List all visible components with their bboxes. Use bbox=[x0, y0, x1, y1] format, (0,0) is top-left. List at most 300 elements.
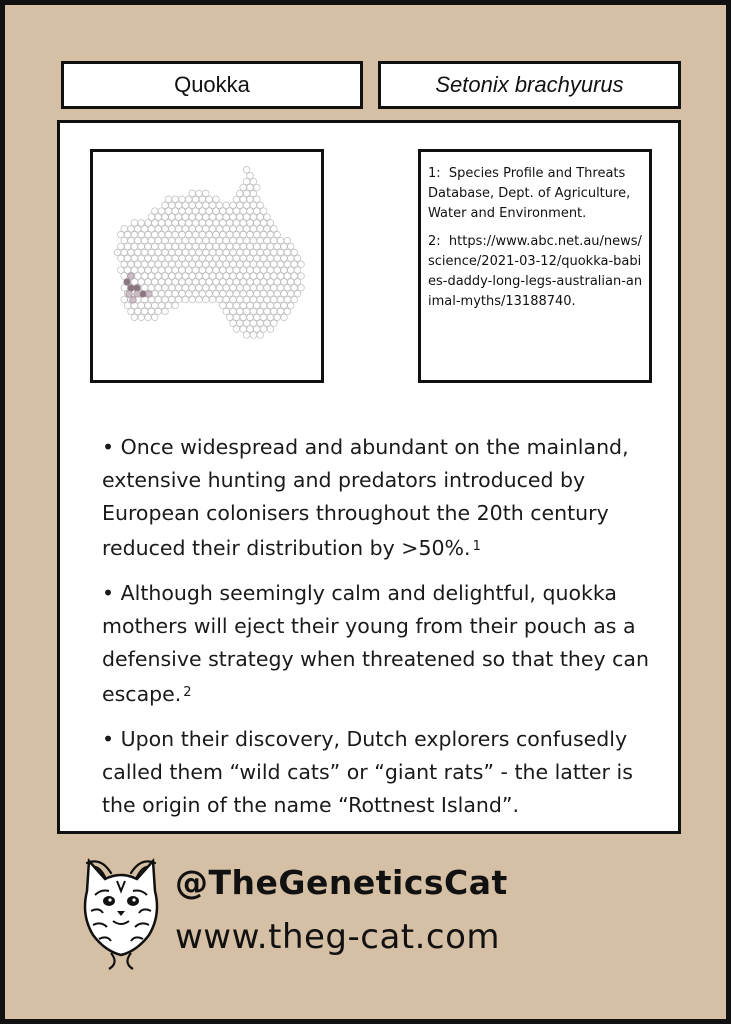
map-cell bbox=[148, 214, 155, 221]
reference-2: 2: https://www.abc.net.au/news/science/2021-03-12/quokka-babies-daddy-long-legs-australian-animal-myths/13188740. bbox=[428, 234, 643, 309]
map-cell bbox=[230, 308, 237, 315]
map-cell bbox=[260, 208, 267, 215]
map-cell bbox=[172, 208, 179, 215]
map-cell bbox=[121, 226, 128, 233]
map-cell bbox=[158, 290, 165, 297]
map-cell bbox=[169, 249, 176, 256]
map-cell bbox=[233, 267, 240, 274]
map-cell bbox=[179, 208, 186, 215]
map-cell bbox=[233, 243, 240, 250]
map-cell bbox=[206, 267, 213, 274]
map-cell bbox=[196, 296, 203, 303]
map-cell bbox=[192, 267, 199, 274]
map-cell bbox=[179, 279, 186, 286]
map-cell bbox=[216, 226, 223, 233]
map-cell bbox=[169, 285, 176, 292]
map-cell bbox=[175, 296, 182, 303]
map-cell bbox=[267, 231, 274, 238]
map-cell bbox=[138, 255, 145, 262]
map-cell bbox=[179, 231, 186, 238]
range-cell bbox=[134, 291, 141, 298]
map-cell bbox=[223, 214, 230, 221]
scientific-name-box bbox=[378, 61, 681, 109]
map-cell bbox=[281, 267, 288, 274]
cat-logo-icon bbox=[81, 855, 161, 971]
map-cell bbox=[152, 279, 159, 286]
map-cell bbox=[291, 261, 298, 268]
map-cell bbox=[118, 267, 125, 274]
map-cell bbox=[233, 314, 240, 321]
map-cell bbox=[288, 302, 295, 309]
map-cell bbox=[186, 220, 193, 227]
range-cell bbox=[140, 291, 147, 298]
map-cell bbox=[264, 237, 271, 244]
map-cell bbox=[264, 249, 271, 256]
map-cell bbox=[135, 237, 142, 244]
map-cell bbox=[124, 243, 131, 250]
map-cell bbox=[165, 290, 172, 297]
map-cell bbox=[274, 243, 281, 250]
map-cell bbox=[240, 184, 247, 191]
map-cell bbox=[271, 249, 278, 256]
map-cell bbox=[199, 290, 206, 297]
map-cell bbox=[250, 249, 257, 256]
map-cell bbox=[220, 302, 227, 309]
map-cell bbox=[216, 202, 223, 209]
map-cell bbox=[135, 273, 142, 280]
map-cell bbox=[240, 255, 247, 262]
map-cell bbox=[291, 296, 298, 303]
map-cell bbox=[264, 261, 271, 268]
map-cell bbox=[145, 255, 152, 262]
map-cell bbox=[152, 255, 159, 262]
map-cell bbox=[216, 273, 223, 280]
map-cell bbox=[257, 202, 264, 209]
map-cell bbox=[220, 267, 227, 274]
map-cell bbox=[257, 320, 264, 327]
map-cell bbox=[179, 290, 186, 297]
map-cell bbox=[288, 279, 295, 286]
map-cell bbox=[284, 285, 291, 292]
map-cell bbox=[230, 285, 237, 292]
map-cell bbox=[189, 214, 196, 221]
map-cell bbox=[220, 279, 227, 286]
map-cell bbox=[131, 279, 138, 286]
map-cell bbox=[284, 261, 291, 268]
map-cell bbox=[209, 296, 216, 303]
map-cell bbox=[223, 237, 230, 244]
map-cell bbox=[254, 279, 261, 286]
map-cell bbox=[288, 243, 295, 250]
map-cell bbox=[233, 231, 240, 238]
map-cell bbox=[230, 261, 237, 268]
map-cell bbox=[152, 243, 159, 250]
map-cell bbox=[254, 196, 261, 203]
map-cell bbox=[148, 308, 155, 315]
map-cell bbox=[247, 290, 254, 297]
map-cell bbox=[271, 285, 278, 292]
map-cell bbox=[250, 190, 257, 197]
map-cell bbox=[131, 243, 138, 250]
map-cell bbox=[179, 267, 186, 274]
map-cell bbox=[148, 261, 155, 268]
map-cell bbox=[209, 214, 216, 221]
map-cell bbox=[172, 255, 179, 262]
map-cell bbox=[257, 296, 264, 303]
map-cell bbox=[254, 220, 261, 227]
map-cell bbox=[277, 237, 284, 244]
map-cell bbox=[199, 267, 206, 274]
map-cell bbox=[148, 237, 155, 244]
map-cell bbox=[223, 249, 230, 256]
map-cell bbox=[267, 220, 274, 227]
map-cell bbox=[233, 220, 240, 227]
map-cell bbox=[243, 226, 250, 233]
map-cell bbox=[230, 320, 237, 327]
map-cell bbox=[281, 255, 288, 262]
map-cell bbox=[298, 261, 305, 268]
map-cell bbox=[223, 296, 230, 303]
map-cell bbox=[230, 202, 237, 209]
map-cell bbox=[158, 220, 165, 227]
map-cell bbox=[135, 261, 142, 268]
map-cell bbox=[223, 226, 230, 233]
map-cell bbox=[223, 261, 230, 268]
map-cell bbox=[260, 231, 267, 238]
map-cell bbox=[124, 267, 131, 274]
map-cell bbox=[199, 220, 206, 227]
map-cell bbox=[220, 255, 227, 262]
map-cell bbox=[158, 279, 165, 286]
map-cell bbox=[131, 220, 138, 227]
map-cell bbox=[172, 279, 179, 286]
map-cell bbox=[162, 237, 169, 244]
map-cell bbox=[203, 249, 210, 256]
map-cell bbox=[128, 308, 135, 315]
map-cell bbox=[257, 261, 264, 268]
map-cell bbox=[186, 255, 193, 262]
map-cell bbox=[169, 296, 176, 303]
map-cell bbox=[162, 296, 169, 303]
map-cell bbox=[155, 214, 162, 221]
map-cell bbox=[189, 226, 196, 233]
map-cell bbox=[145, 302, 152, 309]
map-cell bbox=[199, 279, 206, 286]
map-cell bbox=[247, 255, 254, 262]
map-cell bbox=[274, 314, 281, 321]
map-cell bbox=[233, 196, 240, 203]
range-cell bbox=[126, 291, 133, 298]
map-cell bbox=[206, 255, 213, 262]
distribution-map bbox=[90, 149, 324, 383]
map-cell bbox=[240, 279, 247, 286]
map-cell bbox=[240, 290, 247, 297]
map-cell bbox=[165, 208, 172, 215]
map-cell bbox=[135, 308, 142, 315]
map-cell bbox=[247, 326, 254, 333]
map-cell bbox=[175, 214, 182, 221]
map-cell bbox=[145, 314, 152, 321]
map-cell bbox=[254, 231, 261, 238]
map-cell bbox=[260, 255, 267, 262]
map-cell bbox=[230, 237, 237, 244]
map-cell bbox=[247, 279, 254, 286]
map-cell bbox=[124, 255, 131, 262]
website-link[interactable]: www.theg-cat.com bbox=[175, 917, 501, 957]
map-cell bbox=[257, 285, 264, 292]
map-cell bbox=[226, 243, 233, 250]
fact-item: • Although seemingly calm and delightful, quokka mothers will eject their young from their pouch as a defensive strategy when threatened so that they can escape. $^2$ bbox=[102, 581, 649, 706]
map-cell bbox=[264, 273, 271, 280]
map-cell bbox=[199, 231, 206, 238]
map-cell bbox=[192, 279, 199, 286]
map-cell bbox=[175, 261, 182, 268]
map-cell bbox=[281, 314, 288, 321]
map-cell bbox=[274, 302, 281, 309]
map-cell bbox=[257, 249, 264, 256]
map-cell bbox=[118, 243, 125, 250]
map-cell bbox=[216, 285, 223, 292]
map-cell bbox=[240, 326, 247, 333]
map-cell bbox=[220, 243, 227, 250]
map-cell bbox=[213, 243, 220, 250]
map-cell bbox=[243, 249, 250, 256]
map-cell bbox=[165, 302, 172, 309]
map-cell bbox=[243, 332, 250, 339]
map-cell bbox=[254, 326, 261, 333]
map-cell bbox=[267, 279, 274, 286]
map-cell bbox=[155, 308, 162, 315]
map-cell bbox=[277, 296, 284, 303]
map-cell bbox=[254, 302, 261, 309]
map-cell bbox=[226, 302, 233, 309]
map-cell bbox=[288, 255, 295, 262]
map-cell bbox=[186, 243, 193, 250]
map-cell bbox=[131, 314, 138, 321]
map-cell bbox=[148, 285, 155, 292]
map-cell bbox=[203, 285, 210, 292]
map-cell bbox=[203, 237, 210, 244]
map-cell bbox=[264, 214, 271, 221]
map-cell bbox=[284, 308, 291, 315]
map-cell bbox=[148, 273, 155, 280]
map-cell bbox=[230, 214, 237, 221]
map-cell bbox=[175, 273, 182, 280]
map-cell bbox=[172, 302, 179, 309]
map-cell bbox=[186, 208, 193, 215]
map-cell bbox=[247, 302, 254, 309]
map-cell bbox=[213, 279, 220, 286]
map-cell bbox=[267, 255, 274, 262]
map-cell bbox=[243, 167, 250, 174]
map-cell bbox=[179, 243, 186, 250]
map-cell bbox=[155, 285, 162, 292]
map-cell bbox=[135, 226, 142, 233]
map-cell bbox=[250, 226, 257, 233]
map-cell bbox=[189, 190, 196, 197]
map-cell bbox=[213, 255, 220, 262]
map-cell bbox=[247, 196, 254, 203]
map-cell bbox=[247, 267, 254, 274]
map-cell bbox=[243, 237, 250, 244]
map-cell bbox=[237, 226, 244, 233]
map-cell bbox=[158, 302, 165, 309]
map-cell bbox=[264, 285, 271, 292]
map-cell bbox=[141, 273, 148, 280]
map-cell bbox=[277, 261, 284, 268]
map-cell bbox=[182, 273, 189, 280]
map-cell bbox=[162, 285, 169, 292]
map-cell bbox=[230, 249, 237, 256]
map-cell bbox=[169, 214, 176, 221]
map-cell bbox=[213, 231, 220, 238]
map-cell bbox=[243, 285, 250, 292]
map-cell bbox=[250, 237, 257, 244]
map-cell bbox=[145, 243, 152, 250]
map-cell bbox=[254, 255, 261, 262]
map-cell bbox=[254, 314, 261, 321]
map-cell bbox=[135, 249, 142, 256]
map-cell bbox=[247, 220, 254, 227]
map-cell bbox=[192, 231, 199, 238]
map-cell bbox=[203, 273, 210, 280]
map-cell bbox=[226, 208, 233, 215]
map-cell bbox=[169, 273, 176, 280]
map-cell bbox=[206, 220, 213, 227]
map-cell bbox=[182, 202, 189, 209]
map-cell bbox=[250, 285, 257, 292]
map-cell bbox=[203, 296, 210, 303]
map-cell bbox=[267, 243, 274, 250]
common-name-box bbox=[61, 61, 363, 109]
map-cell bbox=[271, 226, 278, 233]
map-cell bbox=[162, 308, 169, 315]
map-cell bbox=[254, 243, 261, 250]
map-cell bbox=[257, 308, 264, 315]
map-cell bbox=[172, 290, 179, 297]
map-cell bbox=[172, 220, 179, 227]
map-cell bbox=[118, 255, 125, 262]
map-cell bbox=[260, 243, 267, 250]
map-cell bbox=[237, 308, 244, 315]
map-cell bbox=[230, 296, 237, 303]
map-cell bbox=[220, 220, 227, 227]
map-cell bbox=[226, 290, 233, 297]
map-cell bbox=[121, 249, 128, 256]
map-cell bbox=[284, 249, 291, 256]
map-cell bbox=[284, 237, 291, 244]
map-cell bbox=[281, 279, 288, 286]
map-cell bbox=[250, 332, 257, 339]
social-handle: @TheGeneticsCat bbox=[175, 863, 508, 902]
map-cell bbox=[257, 237, 264, 244]
map-cell bbox=[230, 226, 237, 233]
map-cell bbox=[243, 214, 250, 221]
map-cell bbox=[162, 273, 169, 280]
map-cell bbox=[189, 249, 196, 256]
map-cell bbox=[172, 243, 179, 250]
map-cell bbox=[240, 267, 247, 274]
map-cell bbox=[141, 285, 148, 292]
map-cell bbox=[203, 261, 210, 268]
map-cell bbox=[240, 208, 247, 215]
map-cell bbox=[277, 273, 284, 280]
map-cell bbox=[189, 202, 196, 209]
map-cell bbox=[233, 290, 240, 297]
map-cell bbox=[267, 314, 274, 321]
map-cell bbox=[175, 285, 182, 292]
map-cell bbox=[124, 231, 131, 238]
map-cell bbox=[182, 226, 189, 233]
map-cell bbox=[196, 237, 203, 244]
map-cell bbox=[141, 308, 148, 315]
map-cell bbox=[216, 249, 223, 256]
map-cell bbox=[271, 273, 278, 280]
map-cell bbox=[233, 208, 240, 215]
map-cell bbox=[237, 202, 244, 209]
map-cell bbox=[199, 196, 206, 203]
map-cell bbox=[291, 273, 298, 280]
map-cell bbox=[213, 290, 220, 297]
map-cell bbox=[165, 279, 172, 286]
map-cell bbox=[243, 190, 250, 197]
map-cell bbox=[131, 267, 138, 274]
reference-1: 1: Species Profile and Threats Database, Dept. of Agriculture, Water and Environment. bbox=[428, 166, 631, 221]
map-cell bbox=[189, 296, 196, 303]
map-cell bbox=[243, 296, 250, 303]
map-cell bbox=[257, 226, 264, 233]
map-cell bbox=[162, 226, 169, 233]
map-cell bbox=[203, 202, 210, 209]
map-cell bbox=[192, 243, 199, 250]
map-cell bbox=[138, 220, 145, 227]
map-cell bbox=[192, 255, 199, 262]
main-panel bbox=[57, 120, 681, 834]
map-cell bbox=[148, 226, 155, 233]
map-cell bbox=[277, 285, 284, 292]
map-cell bbox=[257, 332, 264, 339]
map-cell bbox=[155, 261, 162, 268]
map-cell bbox=[281, 302, 288, 309]
map-cell bbox=[162, 214, 169, 221]
map-cell bbox=[271, 308, 278, 315]
map-cell bbox=[209, 226, 216, 233]
map-cell bbox=[250, 320, 257, 327]
facts-list bbox=[102, 431, 662, 834]
map-cell bbox=[199, 255, 206, 262]
map-cell bbox=[237, 320, 244, 327]
map-cell bbox=[138, 279, 145, 286]
range-cell bbox=[134, 285, 141, 292]
map-cell bbox=[172, 196, 179, 203]
map-cell bbox=[271, 296, 278, 303]
map-cell bbox=[247, 243, 254, 250]
map-cell bbox=[264, 308, 271, 315]
map-cell bbox=[155, 226, 162, 233]
map-cell bbox=[237, 296, 244, 303]
map-cell bbox=[206, 243, 213, 250]
map-cell bbox=[223, 273, 230, 280]
australia-hex-map bbox=[93, 152, 321, 380]
map-cell bbox=[172, 267, 179, 274]
map-cell bbox=[277, 308, 284, 315]
map-cell bbox=[141, 249, 148, 256]
map-cell bbox=[240, 231, 247, 238]
map-cell bbox=[175, 249, 182, 256]
map-cell bbox=[264, 320, 271, 327]
map-cell bbox=[237, 273, 244, 280]
map-cell bbox=[172, 231, 179, 238]
